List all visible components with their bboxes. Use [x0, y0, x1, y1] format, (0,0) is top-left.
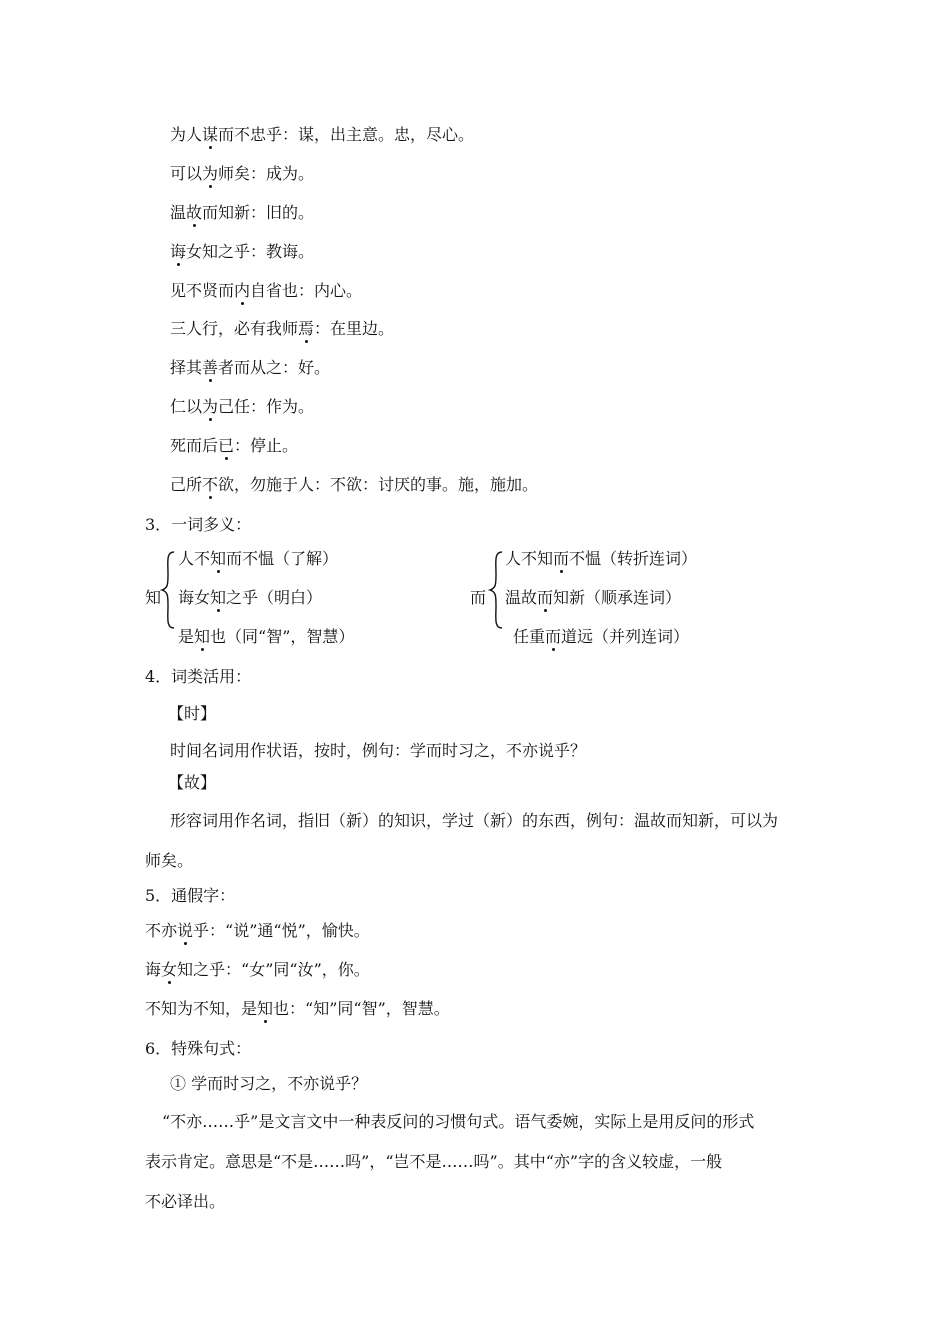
item-pre: 人不知 — [505, 549, 554, 568]
item-post: 道远（并列连词） — [561, 627, 690, 646]
gloss-pre: 择其 — [170, 358, 203, 377]
gloss-post: 师矣：成为。 — [218, 164, 315, 183]
item-pre: 诲女 — [178, 588, 211, 607]
item-key: 知 — [210, 549, 227, 568]
polysemy-item — [178, 587, 322, 609]
gloss-line — [170, 124, 474, 146]
tag-gu: 【故】 — [168, 773, 217, 792]
gloss-pre: 温 — [170, 203, 187, 222]
gloss-line — [170, 163, 314, 185]
item-pre: 人不 — [178, 549, 211, 568]
item-pre: 是 — [178, 627, 195, 646]
gloss-post: 欲，勿施于人：不欲：讨厌的事。施，施加。 — [218, 475, 539, 494]
brace-er — [488, 550, 504, 630]
paragraph: 时间名词用作状语，按时，例句：学而时习之，不亦说乎？ — [170, 741, 587, 760]
item-post: 也（同“智”，智慧） — [210, 627, 355, 646]
item-post: 也：“知”同“智”，智慧。 — [273, 999, 450, 1018]
gloss-key: 为 — [202, 164, 219, 183]
gloss-pre: 己所 — [170, 475, 203, 494]
item-post: 之乎（明白） — [226, 588, 323, 607]
item-key: 知 — [257, 999, 274, 1018]
gloss-key: 谋 — [202, 125, 219, 144]
gloss-key: 已 — [218, 436, 235, 455]
paragraph: “不亦……乎”是文言文中一种表反问的习惯句式。语气委婉，实际上是用反问的形式 — [162, 1112, 755, 1131]
gloss-key: 善 — [202, 358, 219, 377]
item-key: 知 — [194, 627, 211, 646]
section-heading: 4．词类活用： — [145, 667, 252, 686]
paragraph: 师矣。 — [145, 851, 194, 870]
tongjia-item — [145, 959, 370, 981]
polysemy-item — [505, 548, 697, 570]
item-post: 知之乎：“女”同“汝”，你。 — [177, 960, 370, 979]
tag-shi: 【时】 — [168, 704, 217, 723]
polysemy-item — [505, 587, 681, 609]
gloss-pre: 死而后 — [170, 436, 219, 455]
item-pre: 不亦 — [145, 921, 178, 940]
gloss-pre: 可以 — [170, 164, 203, 183]
tongjia-item — [145, 920, 370, 942]
item-post: 乎：“说”通“悦”，愉快。 — [193, 921, 370, 940]
item-pre: 诲 — [145, 960, 162, 979]
gloss-post: ：停止。 — [234, 436, 299, 455]
tongjia-item — [145, 998, 450, 1020]
gloss-pre: 为人 — [170, 125, 203, 144]
gloss-key: 故 — [186, 203, 203, 222]
item-pre: 任重 — [513, 627, 546, 646]
gloss-line — [170, 435, 298, 457]
item-post: 而不愠（了解） — [226, 549, 339, 568]
gloss-post: ：在里边。 — [314, 319, 395, 338]
gloss-post: 己任：作为。 — [218, 397, 315, 416]
gloss-line — [170, 280, 362, 302]
gloss-line — [170, 474, 538, 496]
sentence-item: ① 学而时习之，不亦说乎？ — [170, 1074, 368, 1093]
section-heading: 5．通假字： — [145, 886, 236, 905]
paragraph: 不必译出。 — [145, 1192, 226, 1211]
polysemy-item — [178, 626, 354, 648]
gloss-post: 自省也：内心。 — [250, 281, 363, 300]
polysemy-item — [513, 626, 689, 648]
gloss-key: 内 — [234, 281, 251, 300]
gloss-post: 女知之乎：教诲。 — [186, 242, 315, 261]
item-post: 知新（顺承连词） — [553, 588, 682, 607]
gloss-post: 而不忠乎：谋，出主意。忠，尽心。 — [218, 125, 475, 144]
polysemy-label-er: 而 — [470, 588, 487, 607]
paragraph: 形容词用作名词，指旧（新）的知识，学过（新）的东西，例句：温故而知新，可以为 — [170, 811, 779, 830]
gloss-line — [170, 202, 314, 224]
item-key: 说 — [177, 921, 194, 940]
gloss-line — [170, 357, 330, 379]
gloss-line — [170, 318, 394, 340]
gloss-key: 诲 — [170, 242, 187, 261]
gloss-pre: 见不贤而 — [170, 281, 235, 300]
brace-zhi — [160, 550, 176, 630]
item-pre: 不知为不知，是 — [145, 999, 258, 1018]
gloss-line — [170, 396, 314, 418]
item-key: 知 — [210, 588, 227, 607]
gloss-pre: 仁以 — [170, 397, 203, 416]
gloss-post: 者而从之：好。 — [218, 358, 331, 377]
item-post: 不愠（转折连词） — [569, 549, 698, 568]
gloss-post: 而知新：旧的。 — [202, 203, 315, 222]
paragraph: 表示肯定。意思是“不是……吗”，“岂不是……吗”。其中“亦”字的含义较虚，一般 — [145, 1152, 723, 1171]
item-key: 而 — [553, 549, 570, 568]
item-key: 而 — [537, 588, 554, 607]
gloss-key: 焉 — [298, 319, 315, 338]
gloss-key: 为 — [202, 397, 219, 416]
polysemy-item — [178, 548, 338, 570]
gloss-key: 不 — [202, 475, 219, 494]
gloss-line — [170, 241, 314, 263]
item-pre: 温故 — [505, 588, 538, 607]
gloss-pre: 三人行，必有我师 — [170, 319, 299, 338]
polysemy-label-zhi: 知 — [145, 588, 162, 607]
item-key: 女 — [161, 960, 178, 979]
item-key: 而 — [545, 627, 562, 646]
section-heading: 3．一词多义： — [145, 515, 252, 534]
section-heading: 6．特殊句式： — [145, 1039, 252, 1058]
